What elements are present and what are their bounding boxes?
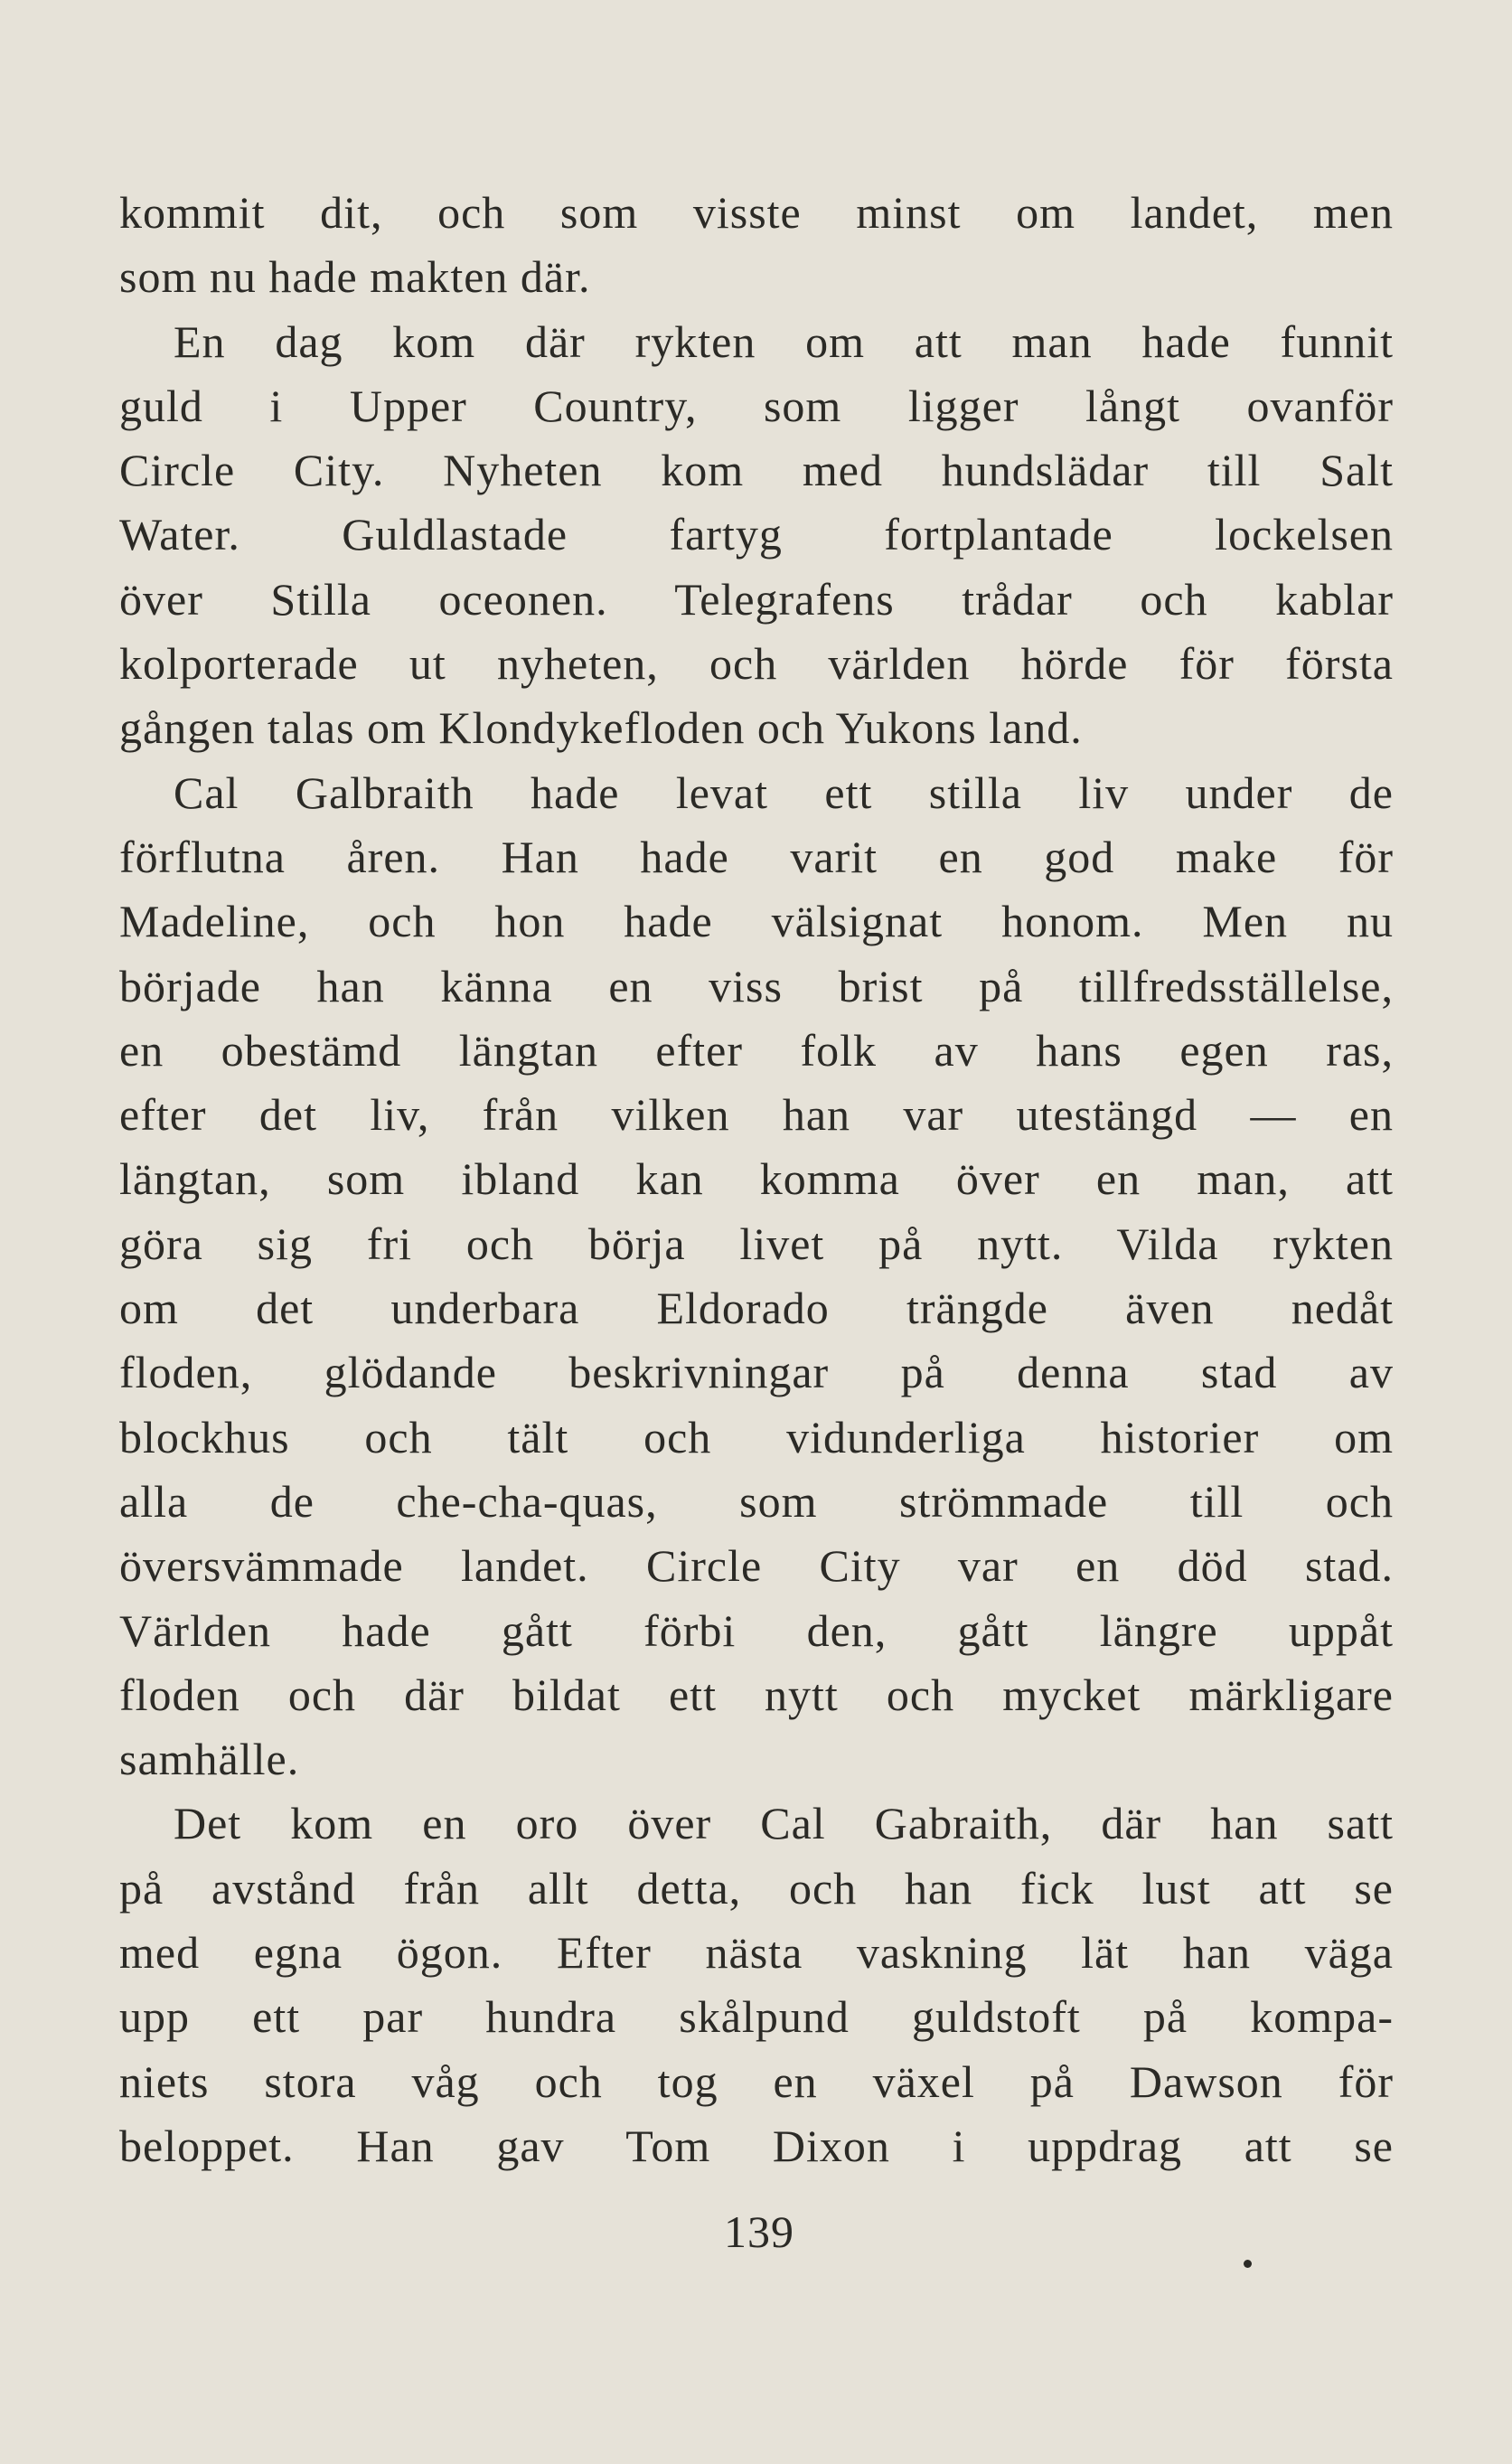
ink-speck [1244, 2260, 1252, 2268]
text-line: översvämmade landet. Circle City var en död stad. [119, 1540, 1394, 1592]
text-line: upp ett par hundra skålpund guldstoft på kompa- [119, 1991, 1394, 2043]
text-line: samhälle. [119, 1734, 300, 1785]
text-line: som nu hade makten där. [119, 251, 591, 303]
body-text [119, 181, 1394, 2178]
text-line: Madeline, och hon hade välsignat honom. Men nu [119, 896, 1394, 947]
text-line: floden och där bildat ett nytt och mycket märkligare [119, 1669, 1394, 1720]
text-line: kolporterade ut nyheten, och världen hörde för första [119, 638, 1394, 690]
text-line: Världen hade gått förbi den, gått längre uppåt [119, 1604, 1394, 1656]
text-line: alla de che-cha-quas, som strömmade till och [119, 1475, 1394, 1527]
text-line: Circle City. Nyheten kom med hundslädar till Salt [119, 445, 1394, 496]
text-line: på avstånd från allt detta, och han fick lust att se [119, 1862, 1394, 1914]
text-line: Cal Galbraith hade levat ett stilla liv under de [174, 766, 1394, 818]
text-line: med egna ögon. Efter nästa vaskning lät han väga [119, 1927, 1394, 1979]
text-line: göra sig fri och börja livet på nytt. Vilda rykten [119, 1218, 1394, 1269]
text-line: om det underbara Eldorado trängde även nedåt [119, 1283, 1394, 1334]
text-line: niets stora våg och tog en växel på Dawson för [119, 2055, 1394, 2107]
text-line: Water. Guldlastade fartyg fortplantade lockelsen [119, 509, 1394, 560]
page-number: 139 [724, 2206, 794, 2257]
text-line: gången talas om Klondykefloden och Yukons land. [119, 702, 1083, 754]
text-line: floden, glödande beskrivningar på denna stad av [119, 1347, 1394, 1398]
text-line: Det kom en oro över Cal Gabraith, där han satt [174, 1798, 1394, 1849]
text-line: guld i Upper Country, som ligger långt ovanför [119, 380, 1394, 431]
text-line: beloppet. Han gav Tom Dixon i uppdrag att se [119, 2120, 1394, 2171]
text-line: en obestämd längtan efter folk av hans egen ras, [119, 1024, 1394, 1076]
text-line: En dag kom där rykten om att man hade funnit [174, 315, 1394, 367]
text-line: började han känna en viss brist på tillfredsställelse, [119, 960, 1394, 1011]
text-line: över Stilla oceonen. Telegrafens trådar och kablar [119, 573, 1394, 625]
text-line: kommit dit, och som visste minst om landet, men [119, 187, 1394, 238]
text-line: förflutna åren. Han hade varit en god make för [119, 831, 1394, 882]
text-line: blockhus och tält och vidunderliga historier om [119, 1411, 1394, 1462]
text-line: längtan, som ibland kan komma över en man, att [119, 1153, 1394, 1205]
text-line: efter det liv, från vilken han var utestängd — en [119, 1089, 1394, 1141]
